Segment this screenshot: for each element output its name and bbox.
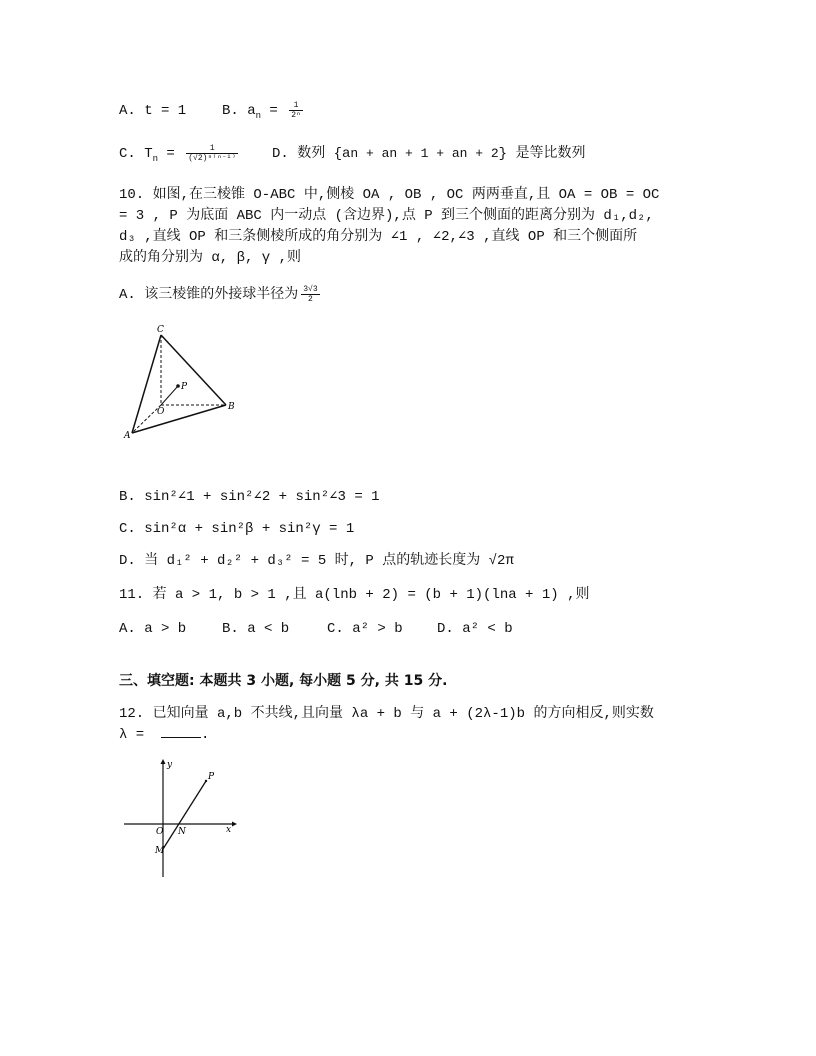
tetrahedron-figure	[120, 322, 240, 442]
q11-option-c: C. a² > b	[327, 621, 403, 637]
q9-option-b: B. $a_n$ = $\frac{1}{\text{2ⁿ}}$	[222, 101, 301, 121]
q10-option-a: A. 该三棱锥的外接球半径为 $\frac{3√3}{2}$	[119, 285, 318, 304]
label-y: y	[167, 760, 173, 770]
fraction: $\frac{1}{\text{(√2)ⁿ⁽ⁿ⁻¹⁾}}$	[188, 144, 237, 163]
q11-option-d: D. a² < b	[437, 621, 513, 637]
label-m: M	[155, 846, 165, 856]
q12-stem: 12. 已知向量 a,b 不共线,且向量 λa + b 与 a + (2λ-1)b 的方向相反,则实数 λ = .	[119, 706, 654, 743]
answer-blank	[161, 725, 201, 738]
coordinate-figure	[120, 755, 240, 885]
q11-option-a: A. a > b	[119, 621, 187, 637]
q9-option-c: C. $T_n$ = $\frac{1}{\text{(√2)ⁿ⁽ⁿ⁻¹⁾}}$	[119, 144, 237, 164]
q11-stem: 11. 若 a > 1, b > 1 ,且 a(lnb + 2) = (b + 1)(lna + 1) ,则	[119, 587, 590, 603]
section-heading: 三、填空题: 本题共 3 小题, 每小题 5 分, 共 15 分.	[119, 673, 448, 689]
label-n: N	[178, 827, 186, 837]
label-x: x	[226, 825, 232, 835]
q10-option-d: D. 当 d₁² + d₂² + d₃² = 5 时, P 点的轨迹长度为 √2π	[119, 553, 514, 569]
label-p: P	[181, 382, 188, 392]
q10-option-c: C. sin²α + sin²β + sin²γ = 1	[119, 521, 355, 537]
label-c: C	[157, 325, 164, 335]
q11-option-b: B. a < b	[222, 621, 290, 637]
q10-option-b: B. sin²∠1 + sin²∠2 + sin²∠3 = 1	[119, 489, 380, 505]
label-a: A	[124, 431, 131, 441]
fraction: $\frac{1}{\text{2ⁿ}}$	[291, 101, 301, 120]
label-b: B	[228, 402, 235, 412]
label-o: O	[156, 827, 164, 837]
label-o: O	[157, 407, 165, 417]
q9-option-a: A. t = 1	[119, 103, 187, 119]
q9-option-d: D. 数列 {an + an + 1 + an + 2} 是等比数列	[272, 146, 586, 162]
fraction: $\frac{3√3}{2}$	[303, 285, 318, 304]
q10-stem: 10. 如图,在三棱锥 O-ABC 中,侧棱 OA , OB , OC 两两垂直,且 OA = OB = OC = 3 , P 为底面 ABC 内一动点 (含边界),点 P 到三个侧面的距离分别为 d₁,d₂, d₃ ,直线 OP 和三条侧棱所成的角分别为 ∠1 , ∠2,∠3 ,直线 OP 和三个侧面所 成的角分别为 α, β, γ ,则	[119, 187, 660, 266]
label-p: P	[208, 772, 215, 782]
